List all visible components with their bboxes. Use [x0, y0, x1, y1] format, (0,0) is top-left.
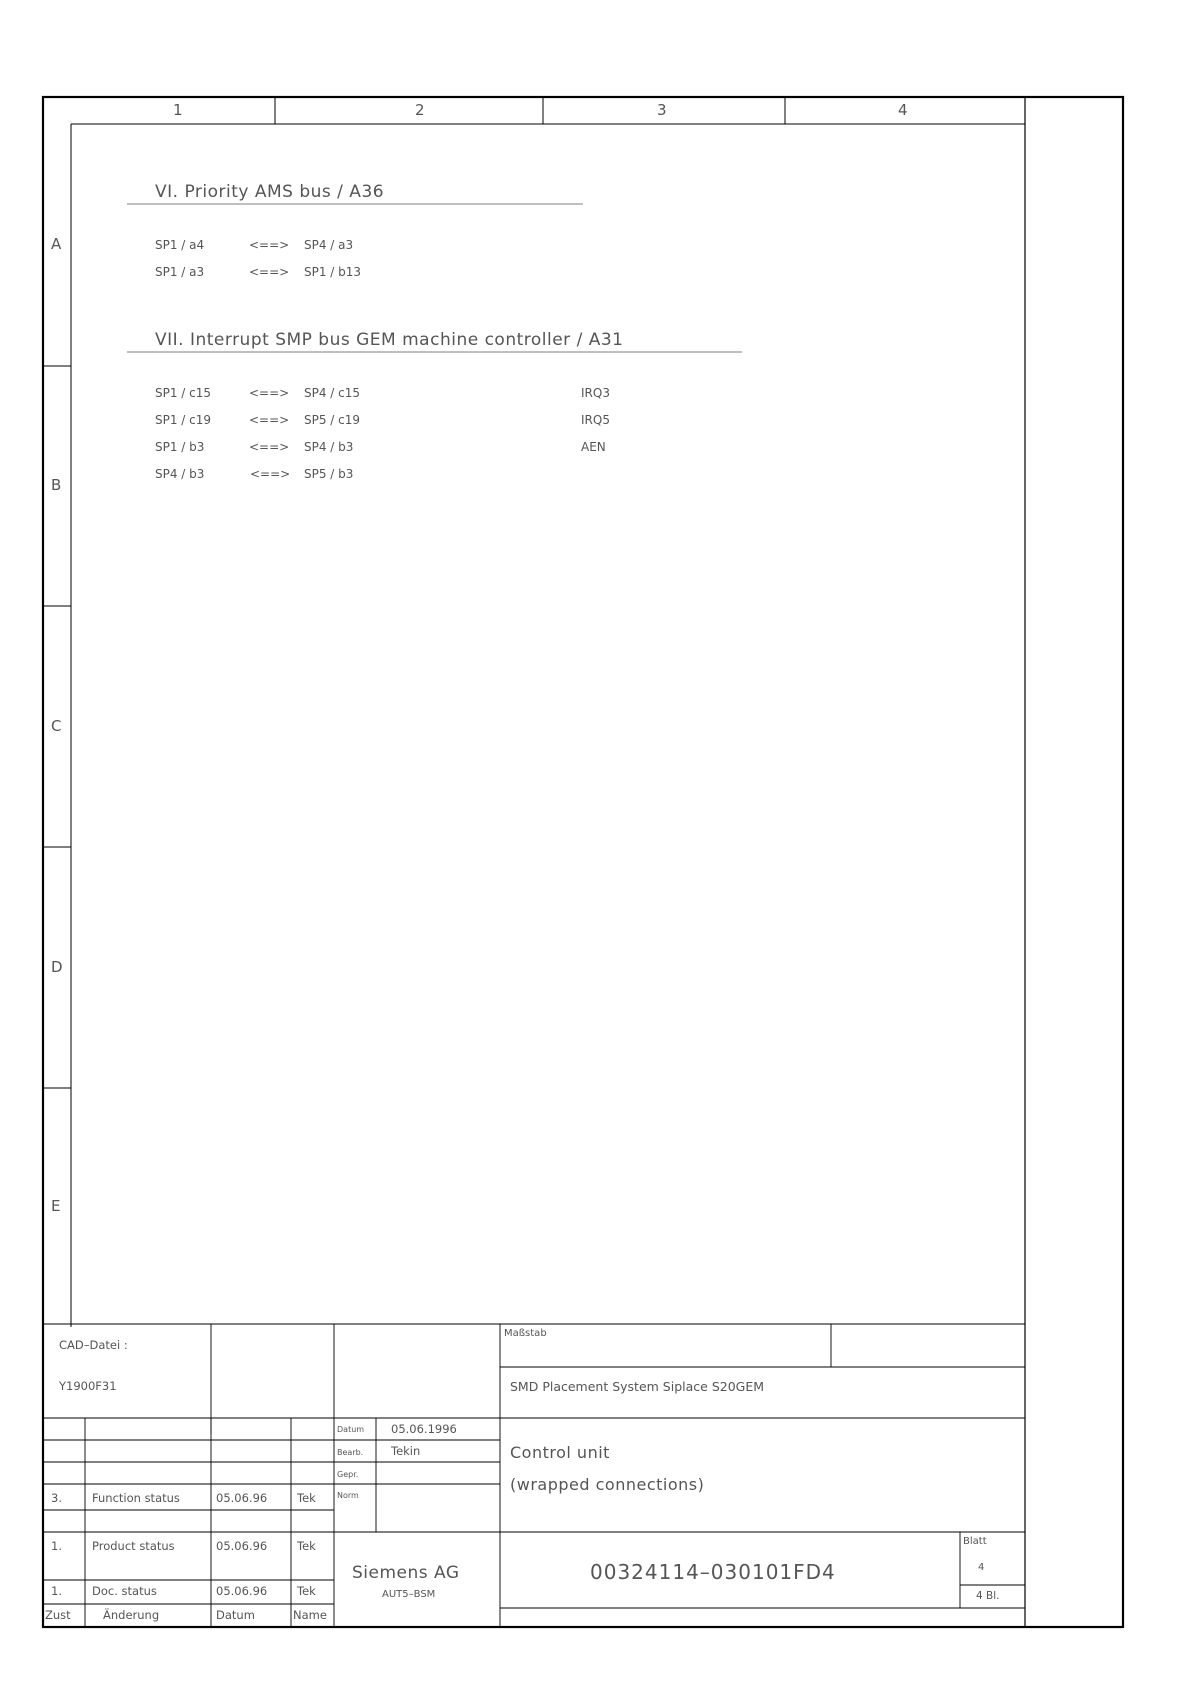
bearb-value: Tekin — [391, 1444, 421, 1458]
connection-to: SP4 / c15 — [304, 386, 361, 400]
row-marker-d: D — [51, 958, 63, 976]
cad-file-name: Y1900F31 — [59, 1379, 117, 1393]
company-name: Siemens AG — [352, 1563, 460, 1583]
connection-from: SP4 / b3 — [155, 467, 205, 481]
connection-signal: IRQ5 — [581, 413, 610, 427]
connection-from: SP1 / a4 — [155, 238, 205, 252]
norm-label: Norm — [337, 1491, 359, 1500]
revision-zust: 3. — [51, 1491, 62, 1505]
header-change: Änderung — [103, 1608, 160, 1622]
revision-date: 05.06.96 — [216, 1491, 268, 1505]
revision-date: 05.06.96 — [216, 1539, 268, 1553]
connection-from: SP1 / b3 — [155, 440, 205, 454]
connection-to: SP4 / a3 — [304, 238, 354, 252]
gepr-label: Gepr. — [337, 1470, 359, 1479]
connection-from: SP1 / c19 — [155, 413, 212, 427]
datum-value: 05.06.1996 — [391, 1422, 457, 1436]
cad-file-label: CAD–Datei : — [59, 1338, 128, 1352]
connection-from: SP1 / c15 — [155, 386, 212, 400]
drawing-title-line-2: (wrapped connections) — [510, 1475, 705, 1494]
connection-to: SP5 / b3 — [304, 467, 354, 481]
section-vii-title: VII. Interrupt SMP bus GEM machine controller / A31 — [155, 330, 624, 350]
revision-date: 05.06.96 — [216, 1584, 268, 1598]
header-zust: Zust — [45, 1608, 71, 1622]
connection-arrow: <==> — [249, 238, 290, 252]
column-marker-2: 2 — [415, 101, 425, 119]
connection-arrow: <==> — [249, 386, 290, 400]
datum-label: Datum — [337, 1425, 365, 1434]
bearb-label: Bearb. — [337, 1448, 364, 1457]
connection-signal: AEN — [581, 440, 606, 454]
column-marker-1: 1 — [173, 101, 183, 119]
revision-name: Tek — [297, 1539, 316, 1553]
scale-label: Maßstab — [504, 1328, 547, 1339]
row-marker-a: A — [51, 235, 62, 253]
connection-arrow: <==> — [249, 440, 290, 454]
connection-to: SP4 / b3 — [304, 440, 354, 454]
connection-to: SP1 / b13 — [304, 265, 362, 279]
connection-arrow: <==> — [249, 413, 290, 427]
row-marker-e: E — [51, 1197, 61, 1215]
revision-name: Tek — [297, 1491, 316, 1505]
blatt-label: Blatt — [963, 1536, 987, 1547]
row-marker-b: B — [51, 476, 62, 494]
section-vi-title: VI. Priority AMS bus / A36 — [155, 182, 385, 202]
revision-zust: 1. — [51, 1539, 62, 1553]
connection-from: SP1 / a3 — [155, 265, 205, 279]
header-date: Datum — [216, 1608, 255, 1622]
department-name: AUT5–BSM — [382, 1589, 436, 1600]
connection-arrow: <==> — [249, 265, 290, 279]
column-marker-4: 4 — [898, 101, 908, 119]
connection-to: SP5 / c19 — [304, 413, 361, 427]
blatt-total: 4 Bl. — [976, 1590, 1000, 1602]
header-name: Name — [293, 1608, 327, 1622]
revision-zust: 1. — [51, 1584, 62, 1598]
connection-signal: IRQ3 — [581, 386, 610, 400]
revision-name: Tek — [297, 1584, 316, 1598]
row-marker-c: C — [51, 717, 62, 735]
connection-arrow: <==> — [250, 467, 291, 481]
system-name: SMD Placement System Siplace S20GEM — [510, 1379, 765, 1394]
column-marker-3: 3 — [657, 101, 667, 119]
blatt-value: 4 — [978, 1562, 985, 1573]
document-number: 00324114–030101FD4 — [590, 1560, 836, 1584]
revision-change: Product status — [92, 1539, 175, 1553]
revision-change: Function status — [92, 1491, 180, 1505]
drawing-title-line-1: Control unit — [510, 1443, 610, 1462]
revision-change: Doc. status — [92, 1584, 157, 1598]
